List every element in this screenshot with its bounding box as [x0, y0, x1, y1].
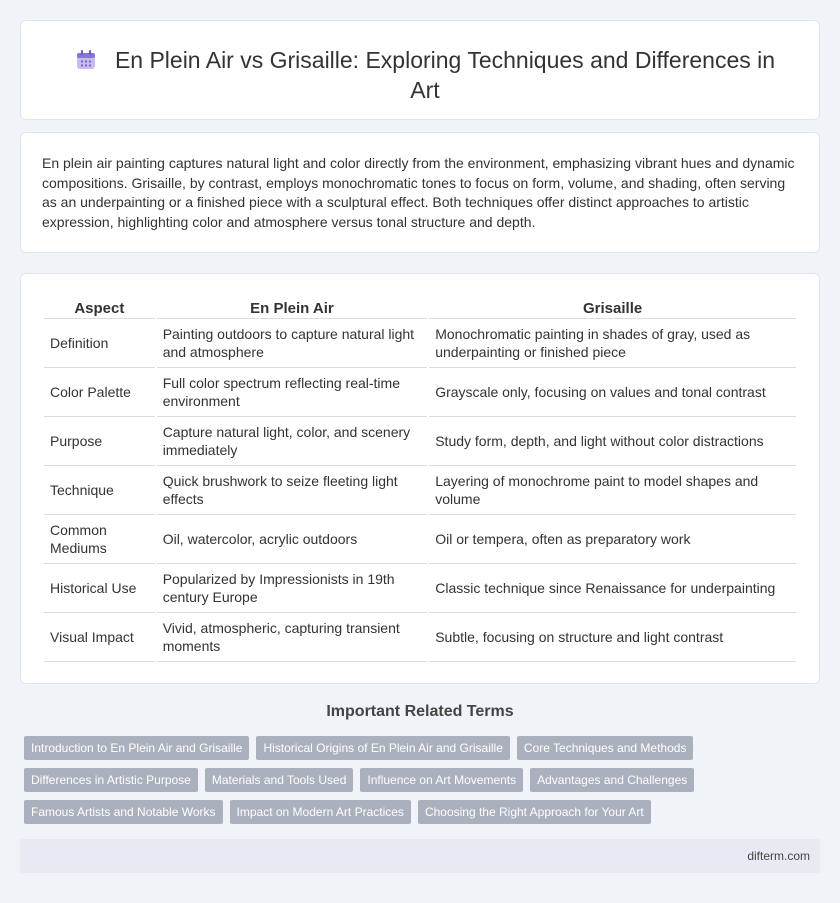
aspect-cell: Visual Impact — [44, 613, 155, 662]
grisaille-cell: Oil or tempera, often as preparatory work — [429, 515, 796, 564]
tag-row — [24, 768, 724, 792]
tag-row — [24, 800, 724, 824]
table-row — [44, 368, 796, 417]
aspect-cell: Purpose — [44, 417, 155, 466]
related-terms-heading: Important Related Terms — [326, 703, 514, 720]
grisaille-cell: Grayscale only, focusing on values and tonal contrast — [429, 368, 796, 417]
grisaille-cell: Classic technique since Renaissance for underpainting — [429, 564, 796, 613]
intro-card — [20, 132, 820, 253]
en-plein-air-cell: Oil, watercolor, acrylic outdoors — [157, 515, 428, 564]
tag-row — [24, 736, 724, 760]
aspect-cell: Definition — [44, 319, 155, 368]
related-term-tag[interactable]: Advantages and Challenges — [530, 768, 694, 792]
table-header-row — [44, 295, 796, 319]
title-card — [20, 20, 820, 120]
table-row — [44, 319, 796, 368]
page-title: En Plein Air vs Grisaille: Exploring Techniques and Differences in Art — [114, 47, 776, 103]
related-term-tag[interactable]: Influence on Art Movements — [360, 768, 523, 792]
en-plein-air-cell: Popularized by Impressionists in 19th century Europe — [157, 564, 428, 613]
table-row — [44, 466, 796, 515]
footer — [20, 839, 820, 873]
comparison-table — [42, 295, 798, 662]
footer-site-link[interactable]: difterm.com — [747, 849, 810, 863]
grisaille-cell: Study form, depth, and light without color distractions — [429, 417, 796, 466]
table-row — [44, 515, 796, 564]
aspect-cell: Technique — [44, 466, 155, 515]
aspect-cell: Common Mediums — [44, 515, 155, 564]
grisaille-cell: Layering of monochrome paint to model shapes and volume — [429, 466, 796, 515]
related-term-tag[interactable]: Historical Origins of En Plein Air and Grisaille — [256, 736, 509, 760]
aspect-cell: Historical Use — [44, 564, 155, 613]
related-term-tag[interactable]: Impact on Modern Art Practices — [230, 800, 411, 824]
related-term-tag[interactable]: Choosing the Right Approach for Your Art — [418, 800, 651, 824]
calendar-icon — [75, 49, 97, 71]
header-grisaille: Grisaille — [429, 295, 796, 319]
grisaille-cell: Subtle, focusing on structure and light contrast — [429, 613, 796, 662]
related-term-tag[interactable]: Differences in Artistic Purpose — [24, 768, 198, 792]
header-aspect: Aspect — [44, 295, 155, 319]
related-terms-list — [24, 736, 724, 832]
en-plein-air-cell: Quick brushwork to seize fleeting light effects — [157, 466, 428, 515]
comparison-card — [20, 273, 820, 684]
en-plein-air-cell: Capture natural light, color, and scenery immediately — [157, 417, 428, 466]
en-plein-air-cell: Painting outdoors to capture natural light and atmosphere — [157, 319, 428, 368]
table-row — [44, 613, 796, 662]
header-en-plein-air: En Plein Air — [157, 295, 428, 319]
en-plein-air-cell: Full color spectrum reflecting real-time environment — [157, 368, 428, 417]
aspect-cell: Color Palette — [44, 368, 155, 417]
related-term-tag[interactable]: Famous Artists and Notable Works — [24, 800, 223, 824]
intro-paragraph: En plein air painting captures natural light and color directly from the environment, emphasizing vibrant hues and dynamic compositions. Grisaille, by contrast, employs monochromatic tones to focus on form, volume, and shading, often serving as an underpainting or a finished piece with a sculptural effect. Both techniques offer distinct approaches to artistic expression, highlighting color and atmosphere versus tonal structure and depth. — [42, 155, 795, 230]
related-term-tag[interactable]: Core Techniques and Methods — [517, 736, 694, 760]
related-term-tag[interactable]: Materials and Tools Used — [205, 768, 354, 792]
table-row — [44, 417, 796, 466]
related-term-tag[interactable]: Introduction to En Plein Air and Grisaille — [24, 736, 249, 760]
en-plein-air-cell: Vivid, atmospheric, capturing transient moments — [157, 613, 428, 662]
grisaille-cell: Monochromatic painting in shades of gray, used as underpainting or finished piece — [429, 319, 796, 368]
table-row — [44, 564, 796, 613]
title-wrap — [61, 45, 789, 105]
